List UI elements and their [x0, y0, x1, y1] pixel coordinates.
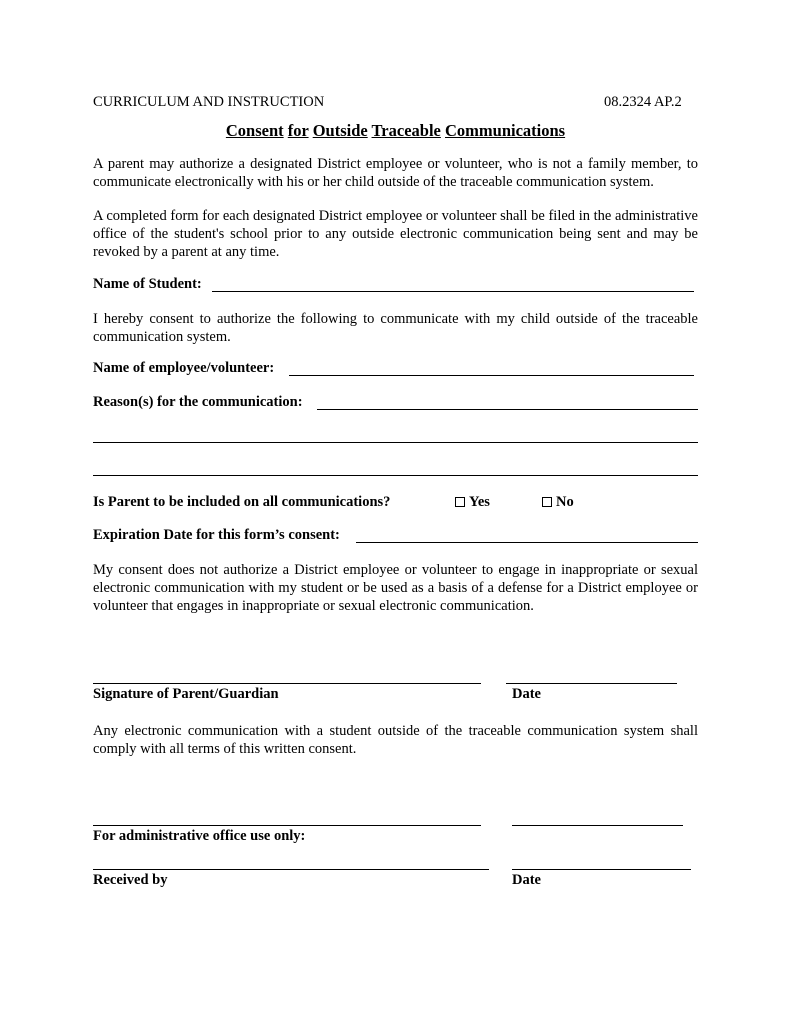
- reason-field[interactable]: [317, 409, 698, 410]
- policy-code: 08.2324 AP.2: [604, 94, 682, 110]
- student-name-field[interactable]: [212, 291, 694, 292]
- parent-signature-field[interactable]: [93, 683, 481, 684]
- title-word: Outside: [312, 121, 368, 140]
- employee-name-field[interactable]: [289, 375, 694, 376]
- yes-checkbox[interactable]: [455, 497, 465, 507]
- parent-date-field[interactable]: [506, 683, 677, 684]
- page-title: [93, 121, 698, 141]
- section-header: CURRICULUM AND INSTRUCTION: [93, 94, 325, 110]
- title-word: for: [287, 121, 309, 140]
- admin-date-field[interactable]: [512, 825, 683, 826]
- consent-paragraph: I hereby consent to authorize the following to communicate with my child outside of the traceable communication system.: [93, 311, 698, 345]
- yes-option[interactable]: [455, 494, 490, 511]
- no-label: No: [556, 494, 574, 510]
- employee-name-label: Name of employee/volunteer:: [93, 360, 275, 376]
- title-word: Traceable: [371, 121, 441, 140]
- disclaimer-paragraph: My consent does not authorize a District employee or volunteer to engage in inappropriate or sexual electronic communication with my student or be used as a basis of a defense for a District employee or volunteer that engages in inappropriate or sexual electronic communication.: [93, 562, 698, 614]
- intro-paragraph: A parent may authorize a designated District employee or volunteer, who is not a family member, to communicate electronically with his or her child outside of the traceable communication system.: [93, 156, 698, 190]
- received-date-field[interactable]: [512, 869, 691, 870]
- reason-label: Reason(s) for the communication:: [93, 394, 303, 410]
- reason-field-line[interactable]: [93, 475, 698, 476]
- admin-signature-field[interactable]: [93, 825, 481, 826]
- reason-field-line[interactable]: [93, 442, 698, 443]
- no-option[interactable]: [542, 494, 574, 511]
- student-name-label: Name of Student:: [93, 276, 202, 292]
- received-by-label: Received by: [93, 872, 168, 888]
- no-checkbox[interactable]: [542, 497, 552, 507]
- admin-use-label: For administrative office use only:: [93, 828, 306, 844]
- title-word: Consent: [225, 121, 284, 140]
- parent-included-label: Is Parent to be included on all communications?: [93, 494, 391, 510]
- date-label: Date: [512, 872, 541, 888]
- date-label: Date: [512, 686, 541, 702]
- received-by-field[interactable]: [93, 869, 489, 870]
- filing-paragraph: A completed form for each designated District employee or volunteer shall be filed in the administrative office of the student's school prior to any outside electronic communication being sent and may be revoked by a parent at any time.: [93, 208, 698, 260]
- expiration-date-field[interactable]: [356, 542, 698, 543]
- title-word: Communications: [445, 121, 566, 140]
- compliance-paragraph: Any electronic communication with a student outside of the traceable communication system shall comply with all terms of this written consent.: [93, 723, 698, 757]
- parent-signature-label: Signature of Parent/Guardian: [93, 686, 279, 702]
- yes-label: Yes: [469, 494, 490, 510]
- expiration-label: Expiration Date for this form’s consent:: [93, 527, 340, 543]
